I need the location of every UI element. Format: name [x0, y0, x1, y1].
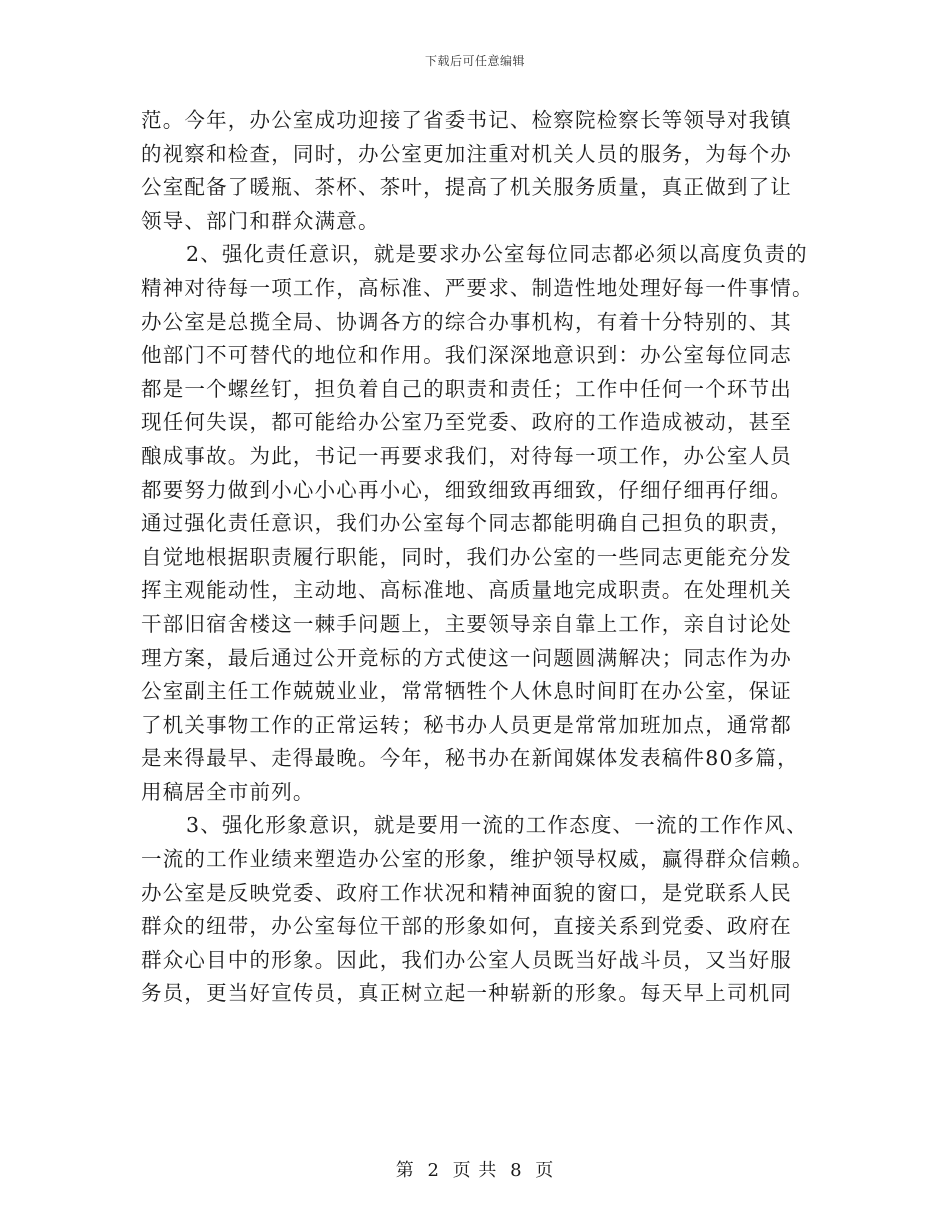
- footer-page-number: 2: [427, 1160, 440, 1181]
- text-line: 公室配备了暖瓶、茶杯、茶叶，提高了机关服务质量，真正做到了让: [141, 175, 792, 200]
- paragraph-start-line: 2、强化责任意识，就是要求办公室每位同志都必须以高度负责的: [186, 242, 808, 267]
- footer-prefix: 第: [395, 1160, 415, 1181]
- text-line: 都是一个螺丝钉，担负着自己的职责和责任；工作中任何一个环节出: [141, 376, 792, 401]
- text-line: 的视察和检查，同时，办公室更加注重对机关人员的服务，为每个办: [141, 141, 792, 166]
- text-line: 自觉地根据职责履行职能，同时，我们办公室的一些同志更能充分发: [141, 544, 792, 569]
- page-footer: [0, 1156, 950, 1182]
- text-line: 精神对待每一项工作，高标准、严要求、制造性地处理好每一件事情。: [141, 275, 814, 300]
- text-line: 理方案，最后通过公开竞标的方式使这一问题圆满解决；同志作为办: [141, 645, 792, 670]
- page-header-note: 下载后可任意编辑: [424, 54, 525, 68]
- text-line: 干部旧宿舍楼这一棘手问题上，主要领导亲自靠上工作，亲自讨论处: [141, 611, 792, 636]
- text-line: 都要努力做到小心小心再小心，细致细致再细致，仔细仔细再仔细。: [141, 477, 792, 502]
- document-body: [141, 104, 814, 1011]
- footer-total-pages: 8: [510, 1160, 523, 1181]
- text-line: 办公室是总揽全局、协调各方的综合办事机构，有着十分特别的、其: [141, 309, 792, 334]
- text-line: 挥主观能动性，主动地、高标准地、高质量地完成职责。在处理机关: [141, 578, 792, 603]
- text-line: 办公室是反映党委、政府工作状况和精神面貌的窗口，是党联系人民: [141, 880, 792, 905]
- text-line: 范。今年，办公室成功迎接了省委书记、检察院检察长等领导对我镇: [141, 108, 792, 132]
- text-line: 群众心目中的形象。因此，我们办公室人员既当好战斗员，又当好服: [141, 947, 792, 972]
- text-line: 了机关事物工作的正常运转；秘书办人员更是常常加班加点，通常都: [141, 712, 792, 737]
- text-line: 酿成事故。为此，书记一再要求我们，对待每一项工作，办公室人员: [141, 443, 792, 468]
- footer-mid: 页 共: [452, 1160, 498, 1181]
- text-line: 用稿居全市前列。: [141, 779, 315, 804]
- text-line: 公室副主任工作兢兢业业，常常牺牲个人休息时间盯在办公室，保证: [141, 679, 792, 704]
- text-line: 务员，更当好宣传员，真正树立起一种崭新的形象。每天早上司机同: [141, 981, 792, 1006]
- text-line: 通过强化责任意识，我们办公室每个同志都能明确自己担负的职责，: [141, 511, 792, 536]
- text-line: 群众的纽带，办公室每位干部的形象如何，直接关系到党委、政府在: [141, 914, 792, 939]
- text-line: 是来得最早、走得最晚。今年，秘书办在新闻媒体发表稿件80多篇，: [141, 746, 799, 771]
- footer-suffix: 页: [535, 1160, 555, 1181]
- text-line: 现任何失误，都可能给办公室乃至党委、政府的工作造成被动，甚至: [141, 410, 792, 435]
- text-line: 领导、部门和群众满意。: [141, 208, 380, 233]
- paragraph-start-line: 3、强化形象意识，就是要用一流的工作态度、一流的工作作风、: [186, 813, 808, 838]
- text-line: 他部门不可替代的地位和作用。我们深深地意识到：办公室每位同志: [141, 343, 792, 368]
- text-line: 一流的工作业绩来塑造办公室的形象，维护领导权威，赢得群众信赖。: [141, 847, 814, 872]
